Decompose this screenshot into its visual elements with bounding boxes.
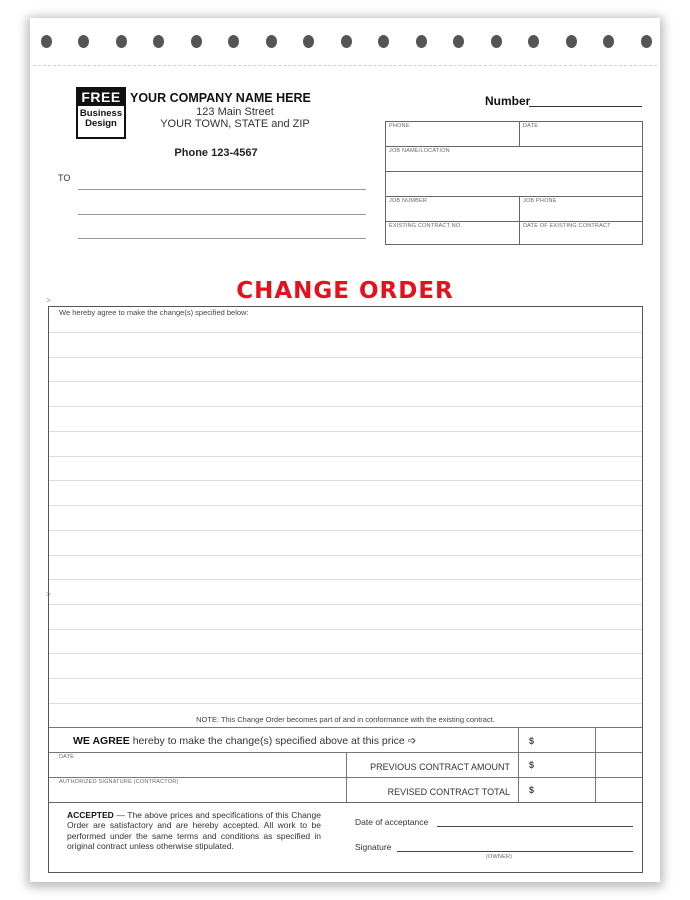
binding-hole: [191, 35, 202, 48]
section-divider: [49, 802, 642, 803]
phone-cell[interactable]: [386, 122, 519, 146]
ruled-line: [49, 431, 642, 432]
binding-hole: [116, 35, 127, 48]
binding-hole: [566, 35, 577, 48]
contract-note: NOTE: This Change Order becomes part of and in conformance with the existing contract.: [196, 715, 495, 724]
number-label: Number: [485, 94, 531, 108]
ruled-line: [49, 381, 642, 382]
authorized-signature-field[interactable]: [49, 778, 346, 802]
logo-line2: Design: [85, 118, 117, 129]
ruled-line: [49, 456, 642, 457]
revised-total-cents-field[interactable]: [596, 778, 642, 802]
company-street: 123 Main Street: [196, 106, 274, 118]
binding-hole: [266, 35, 277, 48]
number-field[interactable]: [529, 106, 642, 107]
previous-amount-cents-field[interactable]: [596, 753, 642, 777]
binding-hole: [603, 35, 614, 48]
binding-holes: [30, 18, 660, 68]
existing-contract-no-cell[interactable]: [386, 222, 519, 244]
job-number-label: JOB NUMBER: [389, 198, 428, 204]
binding-hole: [641, 35, 652, 48]
binding-hole: [453, 35, 464, 48]
binding-hole: [303, 35, 314, 48]
ruled-line: [49, 579, 642, 580]
we-agree-statement: [73, 735, 416, 747]
company-phone: Phone 123-4567: [174, 147, 258, 159]
job-number-cell[interactable]: [386, 197, 519, 221]
change-price-currency: $: [529, 736, 535, 746]
accepted-bold: ACCEPTED: [67, 810, 114, 820]
we-agree-bold: WE AGREE: [73, 735, 130, 747]
ruled-line: [49, 332, 642, 333]
ruled-line: [49, 703, 642, 704]
ruled-line: [49, 505, 642, 506]
binding-hole: [41, 35, 52, 48]
changes-intro: We hereby agree to make the change(s) specified below:: [59, 308, 249, 317]
date-of-acceptance-label: Date of acceptance: [355, 817, 429, 827]
date-cell[interactable]: [520, 122, 642, 146]
perforation-line: [33, 65, 657, 66]
revised-total-currency: $: [529, 785, 535, 795]
binding-hole: [416, 35, 427, 48]
job-name-location-cell[interactable]: [386, 147, 642, 195]
date-field[interactable]: [49, 753, 346, 777]
existing-contract-no-label: EXISTING CONTRACT NO.: [389, 223, 463, 229]
job-phone-cell[interactable]: [520, 197, 642, 221]
owner-label: (OWNER): [486, 854, 513, 860]
logo: [76, 87, 126, 139]
logo-business-design: [78, 106, 124, 129]
accepted-text: — The above prices and specifications of this Change Order are satisfactory and are hereby accepted. All work to be performed under the same terms and conditions as specified in original contract unless otherwise stipulated.: [67, 810, 321, 851]
binding-hole: [491, 35, 502, 48]
company-name: YOUR COMPANY NAME HERE: [130, 91, 311, 105]
to-line-2[interactable]: [78, 214, 366, 215]
form-page: [30, 18, 660, 882]
company-city-state-zip: YOUR TOWN, STATE and ZIP: [160, 118, 310, 130]
previous-amount-currency: $: [529, 760, 535, 770]
change-price-dollars-field[interactable]: [519, 728, 595, 752]
ruled-line: [49, 629, 642, 630]
binding-hole: [153, 35, 164, 48]
date-of-existing-contract-label: DATE OF EXISTING CONTRACT: [523, 223, 611, 229]
to-label: TO: [58, 173, 71, 183]
job-phone-label: JOB PHONE: [523, 198, 557, 204]
job-info-table: [385, 121, 643, 245]
fold-marker-top: >: [46, 296, 51, 305]
arrow-right-icon: ➩: [407, 735, 417, 747]
date-of-existing-contract-cell[interactable]: [520, 222, 642, 244]
change-price-cents-field[interactable]: [596, 728, 642, 752]
ruled-line: [49, 653, 642, 654]
binding-hole: [228, 35, 239, 48]
document-title: CHANGE ORDER: [236, 278, 454, 304]
to-line-3[interactable]: [78, 238, 366, 239]
to-line-1[interactable]: [78, 189, 366, 190]
binding-hole: [341, 35, 352, 48]
revised-contract-total-label: REVISED CONTRACT TOTAL: [387, 787, 510, 797]
previous-amount-dollars-field[interactable]: [519, 753, 595, 777]
revised-total-dollars-field[interactable]: [519, 778, 595, 802]
signature-label: Signature: [355, 842, 392, 852]
logo-line1: Business: [79, 108, 123, 119]
date-label: DATE: [523, 123, 539, 129]
fold-marker-middle: >: [46, 590, 51, 599]
date-of-acceptance-field[interactable]: [437, 826, 633, 827]
change-order-box: [48, 306, 643, 873]
ruled-line: [49, 678, 642, 679]
ruled-line: [49, 604, 642, 605]
ruled-line: [49, 530, 642, 531]
ruled-line: [49, 480, 642, 481]
binding-hole: [378, 35, 389, 48]
col-divider: [346, 752, 347, 802]
phone-label: PHONE: [389, 123, 410, 129]
ruled-line: [49, 555, 642, 556]
authorized-signature-label: AUTHORIZED SIGNATURE (CONTRACTOR): [59, 779, 179, 785]
owner-signature-field[interactable]: [397, 851, 633, 852]
job-name-location-label: JOB NAME/LOCATION: [389, 148, 450, 154]
acceptance-statement: [67, 810, 321, 851]
ruled-line: [49, 357, 642, 358]
logo-free-text: FREE: [78, 89, 124, 106]
changes-description-area[interactable]: [49, 307, 642, 727]
binding-hole: [528, 35, 539, 48]
we-agree-text: hereby to make the change(s) specified above at this price: [132, 735, 405, 747]
date-field-label: DATE: [59, 754, 75, 760]
binding-hole: [78, 35, 89, 48]
ruled-line: [49, 406, 642, 407]
previous-contract-amount-label: PREVIOUS CONTRACT AMOUNT: [370, 762, 510, 772]
